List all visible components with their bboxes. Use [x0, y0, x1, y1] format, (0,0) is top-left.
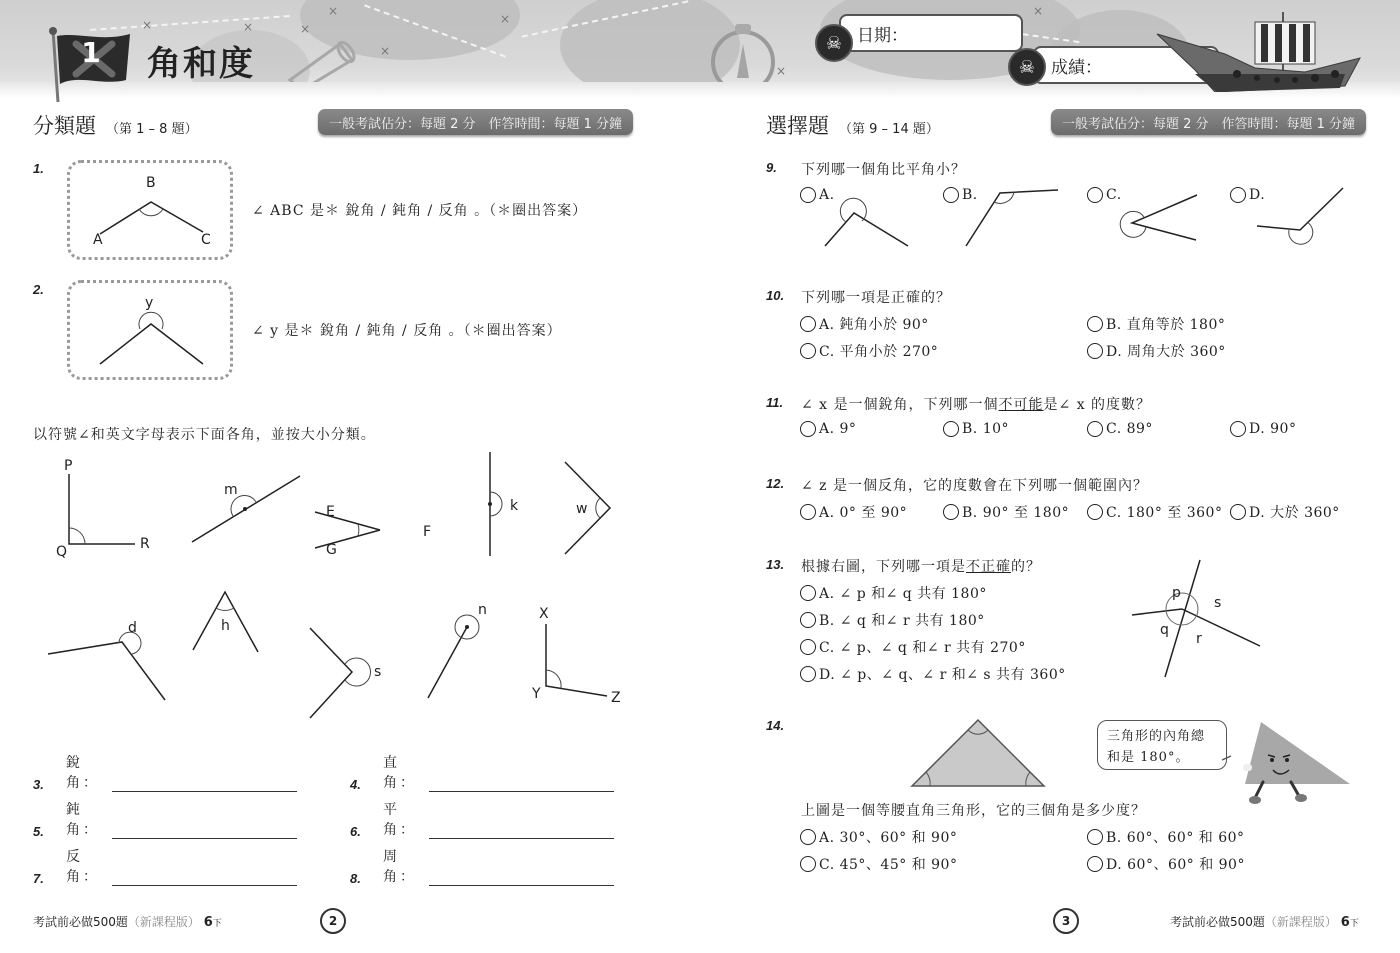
- grade-suffix: 下: [1349, 919, 1359, 929]
- option-14d[interactable]: [1087, 854, 1245, 874]
- answer-row-obtuse: [33, 799, 297, 839]
- svg-text:B: B: [146, 175, 156, 191]
- book-title: 考試前必做500題: [33, 915, 128, 929]
- answer-input-straight[interactable]: [429, 825, 614, 839]
- option-label: B. 90° 至 180°: [962, 505, 1070, 521]
- option-label: B. 10°: [962, 421, 1010, 437]
- option-label: B. 60°、60° 和 60°: [1106, 830, 1245, 846]
- svg-text:w: w: [576, 501, 588, 517]
- option-12c[interactable]: [1087, 502, 1222, 522]
- radio-icon[interactable]: [1087, 343, 1103, 359]
- option-12b[interactable]: [943, 502, 1069, 522]
- radio-icon[interactable]: [1087, 421, 1103, 437]
- question-text: [801, 394, 1151, 414]
- grade: 6: [1340, 915, 1350, 930]
- unit-title: 角和度: [147, 44, 255, 84]
- question-text: [801, 556, 1041, 576]
- option-label: D. 周角大於 360°: [1106, 344, 1226, 360]
- question-number: 11.: [766, 395, 784, 410]
- svg-text:F: F: [423, 524, 432, 540]
- option-label: B. ∠ q 和∠ r 共有 180°: [819, 613, 985, 629]
- svg-text:E: E: [326, 504, 335, 520]
- header-banner: × × × × × × × ×: [0, 0, 1400, 92]
- skull-badge-icon: ☠: [815, 24, 853, 62]
- angle-figures-row-1: [40, 450, 640, 570]
- option-13b[interactable]: [800, 610, 985, 630]
- option-10c[interactable]: [800, 341, 938, 361]
- svg-text:q: q: [1160, 622, 1169, 638]
- date-label: 日期：: [857, 25, 908, 46]
- answer-label: 直角：: [383, 755, 417, 791]
- svg-text:R: R: [140, 536, 150, 552]
- radio-icon[interactable]: [800, 421, 816, 437]
- radio-icon[interactable]: [800, 856, 816, 872]
- angle-abc-figure: [67, 160, 233, 260]
- question-text: 下列哪一項是正確的？: [801, 290, 951, 306]
- option-label: D. ∠ p、∠ q、∠ r 和∠ s 共有 360°: [819, 667, 1066, 683]
- option-label: B.: [962, 187, 978, 203]
- spyglass-decoration-icon: [280, 30, 360, 90]
- section-title-text: 選擇題: [766, 114, 829, 138]
- question-text: 下列哪一個角比平角小？: [801, 162, 966, 178]
- option-label: C. ∠ p、∠ q 和∠ r 共有 270°: [819, 640, 1026, 656]
- option-12d[interactable]: [1230, 502, 1340, 522]
- question-number: 7.: [33, 871, 44, 886]
- book-edition: （新課程版）: [127, 915, 200, 929]
- book-title: 考試前必做500題: [1170, 915, 1265, 929]
- answer-input-full[interactable]: [429, 872, 614, 886]
- svg-text:y: y: [145, 295, 154, 311]
- question-number: 4.: [350, 777, 361, 792]
- svg-text:s: s: [1214, 595, 1222, 611]
- option-14b[interactable]: [1087, 827, 1245, 847]
- option-label: A.: [819, 187, 835, 203]
- option-13a[interactable]: [800, 583, 987, 603]
- answer-label: 平角：: [383, 802, 417, 838]
- option-12a[interactable]: [800, 502, 907, 522]
- question-text: ∠ z 是一個反角，它的度數會在下列哪一個範圍內？: [801, 478, 1149, 494]
- footer-book-title: [33, 913, 222, 930]
- option-label: C.: [1106, 187, 1122, 203]
- answer-input-acute[interactable]: [112, 778, 297, 792]
- radio-icon[interactable]: [1087, 504, 1103, 520]
- radio-icon[interactable]: [943, 504, 959, 520]
- question-number: 5.: [33, 824, 44, 839]
- option-label: C. 平角小於 270°: [819, 344, 939, 360]
- angle-figures-row-2: [40, 590, 640, 720]
- triangle-mascot-icon: [1225, 720, 1355, 805]
- svg-text:Y: Y: [532, 686, 541, 702]
- radio-icon[interactable]: [800, 316, 816, 332]
- option-label: C. 45°、45° 和 90°: [819, 857, 958, 873]
- question-text-part: 的？: [1011, 559, 1041, 575]
- radio-icon[interactable]: [800, 639, 816, 655]
- option-label: A. 30°、60° 和 90°: [819, 830, 958, 846]
- radio-icon[interactable]: [1087, 856, 1103, 872]
- svg-text:A: A: [93, 232, 103, 248]
- radio-icon[interactable]: [800, 612, 816, 628]
- answer-input-right[interactable]: [429, 778, 614, 792]
- svg-text:m: m: [224, 482, 238, 498]
- question-number: 12.: [766, 476, 785, 491]
- question-number: 14.: [766, 718, 785, 733]
- question-number: 9.: [766, 160, 777, 175]
- answer-label: 周角：: [383, 849, 417, 885]
- emphasis-text: 不可能: [998, 397, 1044, 413]
- svg-text:s: s: [374, 664, 382, 680]
- radio-icon[interactable]: [800, 343, 816, 359]
- question-text-part: ∠ x 是一個銳角，下列哪一個: [801, 397, 999, 413]
- angle-y-figure: [67, 280, 233, 380]
- answer-row-right: [350, 752, 614, 792]
- option-10a[interactable]: [800, 314, 929, 334]
- question-text-part: 根據右圖，下列哪一項是: [801, 559, 966, 575]
- footer-book-title: [1170, 913, 1359, 930]
- radio-icon[interactable]: [1087, 829, 1103, 845]
- grade: 6: [203, 915, 213, 930]
- grade-suffix: 下: [212, 919, 222, 929]
- svg-text:C: C: [201, 232, 211, 248]
- option-10b[interactable]: [1087, 314, 1225, 334]
- answer-row-reflex: [33, 846, 297, 886]
- answer-label: 鈍角：: [66, 802, 100, 838]
- question-number: 6.: [350, 824, 361, 839]
- svg-text:P: P: [64, 458, 73, 474]
- option-label: C. 89°: [1106, 421, 1153, 437]
- pirate-ship-icon: [1155, 12, 1370, 92]
- page-number-badge: 3: [1053, 908, 1079, 934]
- question-13-angles-figure: [1125, 560, 1265, 680]
- answer-row-full: [350, 846, 614, 886]
- question-number: 10.: [766, 288, 785, 303]
- svg-text:p: p: [1172, 585, 1181, 601]
- option-label: A. 鈍角小於 90°: [819, 317, 929, 333]
- radio-icon[interactable]: [1087, 316, 1103, 332]
- date-field[interactable]: [839, 14, 1023, 52]
- answer-label: 銳角：: [66, 755, 100, 791]
- question-text: ∠ y 是＊ 銳角 / 鈍角 / 反角 。（＊圈出答案）: [252, 323, 562, 339]
- question-number: 3.: [33, 777, 44, 792]
- option-label: D.: [1249, 187, 1266, 203]
- option-label: A. ∠ p 和∠ q 共有 180°: [819, 586, 987, 602]
- option-label: B. 直角等於 180°: [1106, 317, 1226, 333]
- book-edition: （新課程版）: [1264, 915, 1337, 929]
- question-9-angle-figures: [800, 180, 1360, 250]
- answer-label: 反角：: [66, 849, 100, 885]
- svg-text:Q: Q: [56, 544, 68, 560]
- question-number: 8.: [350, 871, 361, 886]
- svg-text:h: h: [221, 618, 230, 634]
- radio-icon[interactable]: [800, 666, 816, 682]
- answer-row-straight: [350, 799, 614, 839]
- option-11c[interactable]: [1087, 421, 1153, 437]
- option-11a[interactable]: [800, 421, 856, 437]
- option-label: A. 0° 至 90°: [819, 505, 908, 521]
- question-number: 13.: [766, 557, 785, 572]
- svg-text:X: X: [539, 606, 549, 622]
- section-range: （第 1 – 8 題）: [106, 122, 198, 137]
- score-info-pill: 一般考試佔分：每題 2 分 作答時間：每題 1 分鐘: [318, 109, 633, 135]
- svg-text:Z: Z: [611, 690, 621, 706]
- option-14c[interactable]: [800, 854, 957, 874]
- radio-icon[interactable]: [1230, 504, 1246, 520]
- option-label: D. 60°、60° 和 90°: [1106, 857, 1245, 873]
- emphasis-text: 不正確: [966, 559, 1011, 575]
- instruction-text: 以符號∠和英文字母表示下面各角，並按大小分類。: [33, 427, 376, 443]
- option-label: D. 大於 360°: [1249, 505, 1340, 521]
- option-label: A. 9°: [819, 421, 857, 437]
- section-title-classification: [33, 110, 198, 140]
- section-title-multiple-choice: [766, 110, 939, 140]
- speech-bubble: 三角形的內角總和是 180°。: [1097, 720, 1227, 770]
- radio-icon[interactable]: [1230, 421, 1246, 437]
- score-info-pill: 一般考試佔分：每題 2 分 作答時間：每題 1 分鐘: [1051, 109, 1366, 135]
- option-13d[interactable]: [800, 664, 1066, 684]
- radio-icon[interactable]: [800, 829, 816, 845]
- question-text: 上圖是一個等腰直角三角形，它的三個角是多少度？: [801, 803, 1146, 819]
- svg-text:G: G: [326, 542, 337, 558]
- option-11d[interactable]: [1230, 421, 1296, 437]
- section-title-text: 分類題: [33, 114, 96, 138]
- svg-text:n: n: [478, 602, 487, 618]
- radio-icon[interactable]: [800, 585, 816, 601]
- question-text-part: 是∠ x 的度數？: [1043, 397, 1152, 413]
- option-label: C. 180° 至 360°: [1106, 505, 1223, 521]
- isosceles-right-triangle-figure: [910, 718, 1050, 790]
- answer-row-acute: [33, 752, 297, 792]
- radio-icon[interactable]: [943, 421, 959, 437]
- answer-input-reflex[interactable]: [112, 872, 297, 886]
- question-number: 1.: [33, 161, 44, 176]
- skull-badge-icon: ☠: [1008, 48, 1046, 86]
- score-label: 成績：: [1051, 57, 1102, 78]
- svg-text:d: d: [128, 620, 137, 636]
- svg-text:k: k: [510, 498, 519, 514]
- option-13c[interactable]: [800, 637, 1026, 657]
- option-label: D. 90°: [1249, 421, 1297, 437]
- option-10d[interactable]: [1087, 341, 1226, 361]
- option-14a[interactable]: [800, 827, 957, 847]
- unit-number: 1: [81, 36, 101, 69]
- page-number-badge: 2: [320, 908, 346, 934]
- question-number: 2.: [33, 282, 44, 297]
- svg-text:r: r: [1196, 631, 1202, 647]
- radio-icon[interactable]: [800, 504, 816, 520]
- option-11b[interactable]: [943, 421, 1009, 437]
- question-text: ∠ ABC 是＊ 銳角 / 鈍角 / 反角 。（＊圈出答案）: [252, 203, 588, 219]
- answer-input-obtuse[interactable]: [112, 825, 297, 839]
- section-range: （第 9 – 14 題）: [839, 122, 939, 137]
